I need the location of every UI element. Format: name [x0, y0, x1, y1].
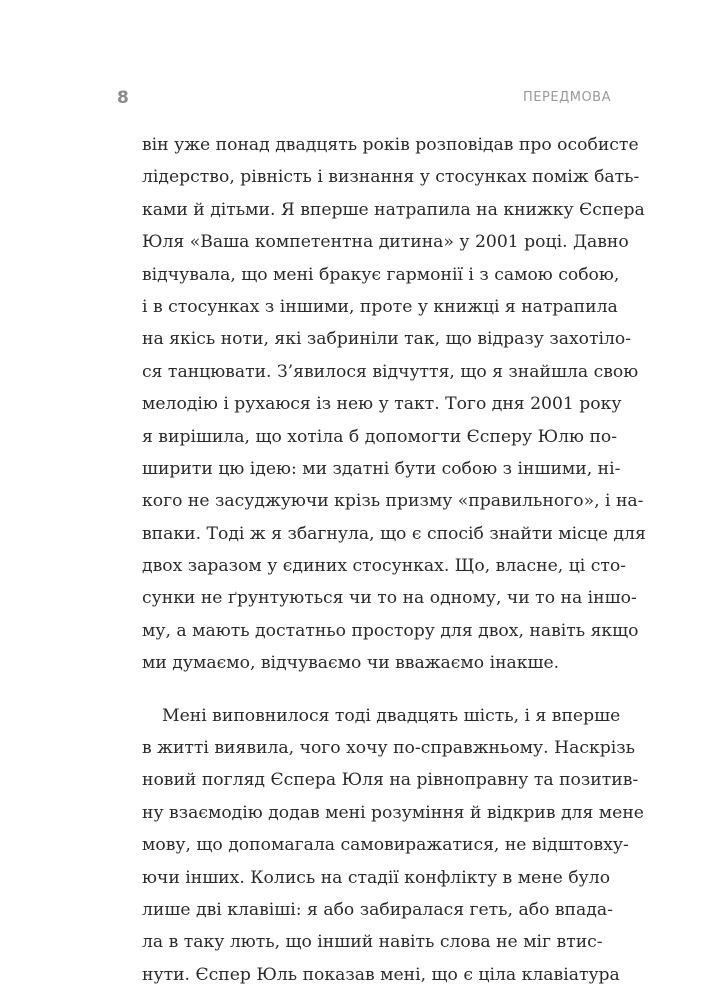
text-line: ну взаємодію додав мені розуміння й відкрив для мене	[142, 802, 644, 823]
text-line: в житті виявила, чого хочу по-справжньому. Наскрізь	[142, 738, 635, 759]
paragraph-1	[142, 129, 646, 680]
text-line: відчувала, що мені бракує гармонії і з самою собою,	[142, 264, 620, 285]
running-title: ПЕРЕДМОВА	[523, 90, 611, 105]
text-line: новий погляд Єспера Юля на рівноправну та позитив-	[142, 770, 639, 791]
text-line: ся танцювати. З’явилося відчуття, що я знайшла свою	[142, 361, 639, 382]
text-line: нути. Єспер Юль показав мені, що є ціла клавіатура	[142, 964, 620, 985]
text-line: двох заразом у єдиних стосунках. Що, власне, ці сто-	[142, 556, 626, 577]
text-line: я вирішила, що хотіла б допомогти Єсперу Юлю по-	[142, 426, 618, 447]
page-number: 8	[117, 88, 129, 108]
text-line: мелодію і рухаюся із нею у такт. Того дня 2001 року	[142, 394, 622, 415]
body-text	[142, 129, 646, 991]
text-line: сунки не ґрунтуються чи то на одному, чи то на іншо-	[142, 588, 637, 609]
text-line: Мені виповнилося тоді двадцять шість, і я вперше	[162, 705, 621, 726]
text-line: ками й дітьми. Я вперше натрапила на книжку Єспера	[142, 199, 645, 220]
paragraph-gap	[142, 680, 593, 700]
paragraph-2	[142, 700, 644, 992]
text-line: лідерство, рівність і визнання у стосунках поміж бать-	[142, 167, 640, 188]
text-line: кого не засуджуючи крізь призму «правильного», і на-	[142, 491, 644, 512]
text-line: ючи інших. Колись на стадії конфлікту в мене було	[142, 867, 611, 888]
text-line: і в стосунках з іншими, проте у книжці я натрапила	[142, 296, 618, 317]
text-line: ла в таку лють, що інший навіть слова не міг втис-	[142, 932, 603, 953]
text-line: на якісь ноти, які забриніли так, що відразу захотіло-	[142, 329, 632, 350]
text-line: лише дві клавіші: я або забиралася геть, або впада-	[142, 899, 613, 920]
text-line: мову, що допомагала самовиражатися, не відштовху-	[142, 835, 629, 856]
text-line: му, а мають достатньо простору для двох, навіть якщо	[142, 620, 639, 641]
text-line: впаки. Тоді ж я збагнула, що є спосіб знайти місце для	[142, 523, 646, 544]
text-line: Юля «Ваша компетентна дитина» у 2001 році. Давно	[142, 232, 629, 253]
text-line: ширити цю ідею: ми здатні бути собою з іншими, ні-	[142, 458, 621, 479]
text-line: він уже понад двадцять років розповідав про особисте	[142, 135, 639, 155]
text-line: ми думаємо, відчуваємо чи вважаємо інакше.	[142, 653, 560, 674]
